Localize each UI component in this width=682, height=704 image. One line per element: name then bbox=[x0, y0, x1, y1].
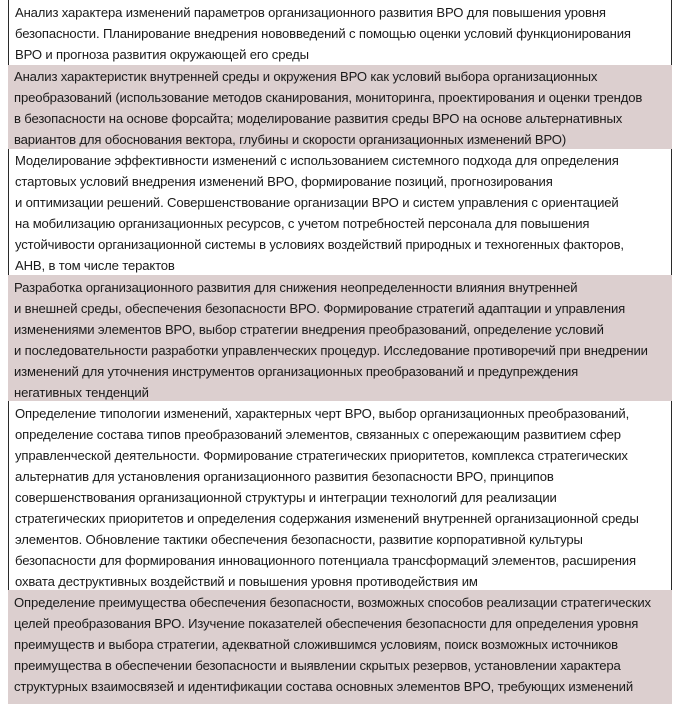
table-row bbox=[8, 149, 672, 275]
table-row bbox=[8, 590, 672, 704]
table-row bbox=[8, 0, 672, 65]
row-text-line: безопасности. Планирование внедрения нововведений с помощью оценки условий функционирования bbox=[15, 26, 631, 41]
row-text-line: и оптимизации решений. Совершенствование организации ВРО и систем управления с ориентацией bbox=[15, 195, 619, 210]
row-text-line: и последовательности разработки управленческих процедур. Исследование противоречий при внедрении bbox=[14, 343, 648, 358]
row-text-line: стратегических приоритетов и определения содержания изменений внутренней организационной среды bbox=[15, 511, 639, 526]
row-text-line: устойчивости организационной системы в условиях воздействий природных и техногенных факторов, bbox=[15, 237, 624, 252]
row-text-line: преимуществ и выбора стратегии, адекватной сложившимся условиям, поиск возможных источников bbox=[14, 637, 618, 652]
row-text-line: Анализ характера изменений параметров организационного развития ВРО для повышения уровня bbox=[15, 5, 606, 20]
table-row bbox=[8, 401, 672, 590]
row-text-line: ВРО и прогноза развития окружающей его среды bbox=[15, 47, 309, 62]
row-text-line: преимущества в обеспечении безопасности и выявлении скрытых резервов, установлении характера bbox=[14, 658, 621, 673]
row-text-line: в безопасности на основе форсайта; моделирование развития среды ВРО на основе альтернативных bbox=[14, 111, 623, 126]
row-text-line: вариантов для обоснования вектора, глубины и скорости организационных изменений ВРО) bbox=[14, 132, 567, 147]
table-row bbox=[8, 65, 672, 149]
row-text-line: элементов. Обновление тактики обеспечения безопасности, развитие корпоративной культуры bbox=[15, 532, 583, 547]
table-row bbox=[8, 275, 672, 401]
row-text-line: изменениями элементов ВРО, выбор стратегии внедрения преобразований, определение условий bbox=[14, 322, 604, 337]
measures-table bbox=[8, 0, 672, 704]
row-text-line: определение состава типов преобразований элементов, связанных с опережающим развитием сфер bbox=[15, 427, 621, 442]
row-text-line: стартовых условий внедрения изменений ВРО, формирование позиций, прогнозирования bbox=[15, 174, 553, 189]
row-text-line: АНВ, в том числе терактов bbox=[15, 258, 175, 273]
row-text-line: Определение преимущества обеспечения безопасности, возможных способов реализации стратегических bbox=[14, 595, 651, 610]
row-text-line: преобразований (использование методов сканирования, мониторинга, проектирования и оценки трендов bbox=[14, 90, 643, 105]
row-text-line: и внешней среды, обеспечения безопасности ВРО. Формирование стратегий адаптации и управления bbox=[14, 301, 626, 316]
row-text-line: структурных взаимосвязей и идентификации состава основных элементов ВРО, требующих изменений bbox=[14, 679, 634, 694]
row-text-line: изменений для уточнения инструментов организационных преобразований и предупреждения bbox=[14, 364, 579, 379]
row-text-line: безопасности для формирования инновационного потенциала трансформаций элементов, расширения bbox=[15, 553, 636, 568]
row-text-line: Моделирование эффективности изменений с использованием системного подхода для определения bbox=[15, 153, 619, 168]
row-text-line: негативных тенденций bbox=[14, 385, 149, 400]
row-text-line: целей преобразования ВРО. Изучение показателей обеспечения безопасности для определения уровня bbox=[14, 616, 639, 631]
row-text-line: совершенствования организационной структуры и интеграции технологий для реализации bbox=[15, 490, 557, 505]
row-text-line: охвата деструктивных воздействий и повышения уровня противодействия им bbox=[15, 574, 478, 589]
row-text-line: управленческой деятельности. Формирование стратегических приоритетов, комплекса стратегических bbox=[15, 448, 628, 463]
row-text-line: Разработка организационного развития для снижения неопределенности влияния внутренней bbox=[14, 280, 578, 295]
row-text-line: Определение типологии изменений, характерных черт ВРО, выбор организационных преобразований, bbox=[15, 406, 630, 421]
row-text-line: на мобилизацию организационных ресурсов, с учетом потребностей персонала для повышения bbox=[15, 216, 590, 231]
row-text-line: Анализ характеристик внутренней среды и окружения ВРО как условий выбора организационных bbox=[14, 69, 598, 84]
row-text-line: альтернатив для установления организационного развития безопасности ВРО, принципов bbox=[15, 469, 554, 484]
